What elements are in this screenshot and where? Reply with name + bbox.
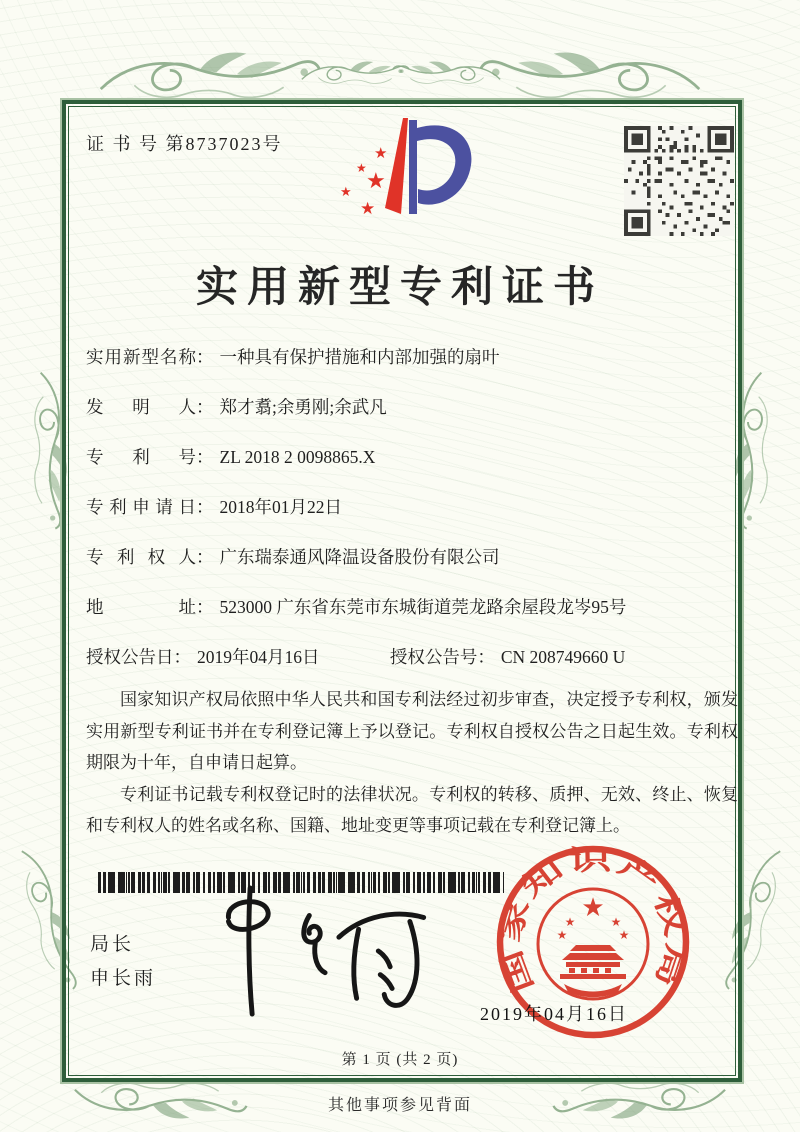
- grant-date-value: 2019年04月16日: [197, 647, 320, 667]
- qr-code-icon: [623, 126, 735, 236]
- field-colon: ：: [196, 497, 214, 517]
- field-colon: ：: [477, 647, 495, 667]
- field-label: 地址: [86, 597, 196, 617]
- field-value: 一种具有保护措施和内部加强的扇叶: [219, 347, 500, 367]
- field-colon: ：: [196, 447, 214, 467]
- grant-row: [86, 644, 736, 671]
- field-row-address: [86, 594, 736, 621]
- director-signature-icon: [212, 882, 450, 1020]
- field-row-patentee: [86, 544, 736, 571]
- legal-text: [86, 684, 738, 842]
- director-signoff: [90, 928, 156, 996]
- field-colon: ：: [196, 547, 214, 567]
- svg-text:★: ★: [564, 915, 576, 929]
- field-row-filing-date: [86, 494, 736, 521]
- field-row-patent-number: [86, 444, 736, 471]
- logo-star-icon: ★: [366, 168, 386, 193]
- logo-star-icon: ★: [340, 184, 352, 199]
- field-colon: ：: [196, 347, 214, 367]
- seal-text: 国家知识产权局: [494, 845, 692, 997]
- cnipa-logo-icon: [330, 110, 480, 236]
- grant-date-label: 授权公告日: [86, 647, 174, 667]
- field-label: 专利权人: [86, 547, 196, 567]
- certificate-title: 实用新型专利证书: [195, 265, 604, 311]
- director-title: 局长: [90, 934, 135, 955]
- top-center-right-ornament: [392, 58, 502, 88]
- back-note: 其他事项参见背面: [327, 1097, 472, 1114]
- field-value: 广东瑞泰通风降温设备股份有限公司: [219, 547, 500, 567]
- field-colon: ：: [196, 397, 214, 417]
- top-right-flourish-ornament: [466, 48, 716, 104]
- field-value: 523000 广东省东莞市东城街道莞龙路余屋段龙岑95号: [219, 597, 627, 617]
- director-name: 申长雨: [90, 968, 157, 989]
- field-label: 实用新型名称: [86, 347, 196, 367]
- grant-number-value: CN 208749660 U: [500, 647, 626, 667]
- logo-star-icon: ★: [360, 199, 376, 218]
- seal-date: 2019年04月16日: [480, 1004, 628, 1024]
- logo-star-icon: ★: [356, 161, 367, 175]
- field-colon: ：: [173, 647, 191, 667]
- field-label: 发明人: [86, 397, 196, 417]
- certificate-fields: [86, 344, 736, 671]
- field-row-name: [86, 344, 736, 371]
- logo-star-icon: ★: [374, 146, 388, 162]
- svg-text:★: ★: [610, 915, 622, 929]
- svg-text:★: ★: [618, 928, 630, 942]
- field-value: ZL 2018 2 0098865.X: [219, 447, 376, 467]
- legal-paragraph-1: 国家知识产权局依照中华人民共和国专利法经过初步审查，决定授予专利权，颁发实用新型专利证书并在专利登记簿上予以登记。专利权自授权公告之日起生效。专利权期限为十年，自申请日起算。: [86, 690, 738, 772]
- field-label: 专利号: [86, 447, 196, 467]
- svg-text:★: ★: [581, 893, 605, 922]
- field-row-inventor: [86, 394, 736, 421]
- grant-number-label: 授权公告号: [389, 647, 478, 667]
- field-value: 2018年01月22日: [219, 497, 342, 517]
- top-left-flourish-ornament: [84, 48, 334, 104]
- field-label: 专利申请日: [86, 497, 196, 517]
- svg-text:★: ★: [556, 928, 568, 942]
- legal-paragraph-2: 专利证书记载专利权登记时的法律状况。专利权的转移、质押、无效、终止、恢复和专利权人的姓名或名称、国籍、地址变更等事项记载在专利登记簿上。: [86, 784, 738, 835]
- field-colon: ：: [196, 597, 214, 617]
- national-emblem-icon: [538, 889, 648, 999]
- certificate-number: 证 书 号 第8737023号: [86, 134, 283, 154]
- field-value: 郑才翥;余勇刚;余武凡: [219, 397, 387, 417]
- page-number: 第 1 页 (共 2 页): [341, 1052, 459, 1068]
